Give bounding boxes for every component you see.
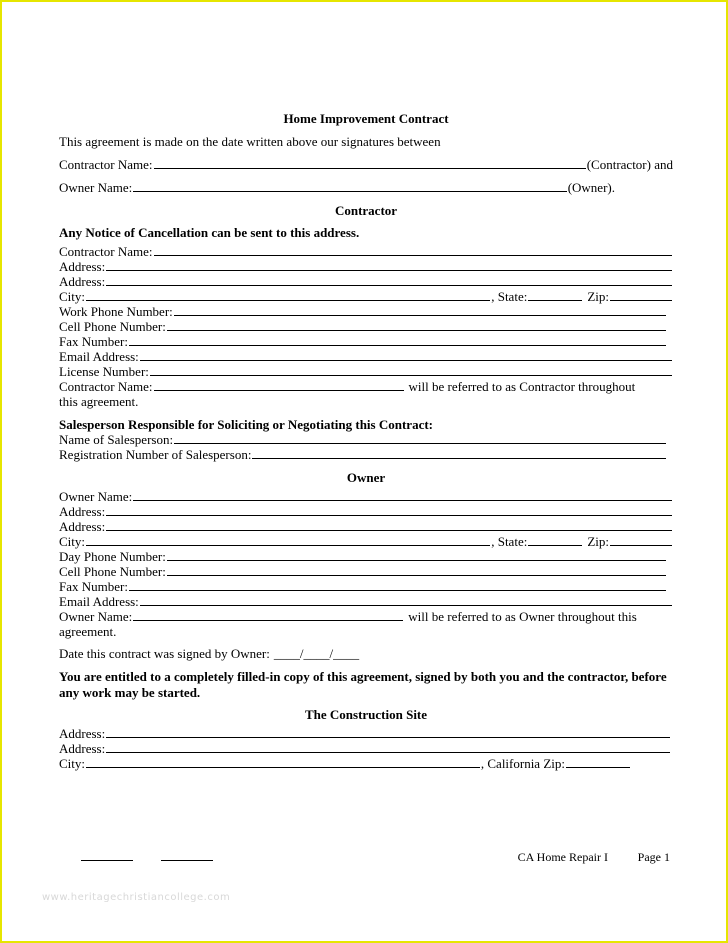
contractor-cell-phone-field[interactable] bbox=[167, 319, 666, 331]
owner-heading: Owner bbox=[346, 470, 386, 485]
owner-reference-cont: agreement. bbox=[59, 624, 117, 639]
label: Address: bbox=[59, 259, 106, 274]
site-address2-field[interactable] bbox=[106, 741, 670, 753]
site-address1-row bbox=[59, 726, 673, 741]
cancellation-notice: Any Notice of Cancellation can be sent to this address. bbox=[59, 225, 360, 240]
label: Contractor Name: bbox=[59, 379, 153, 394]
salesperson-reg-field[interactable] bbox=[252, 447, 666, 459]
label: Address: bbox=[59, 726, 106, 741]
salesperson-name-row bbox=[59, 432, 673, 447]
label: will be referred to as Owner throughout this bbox=[408, 609, 637, 624]
label: Owner Name: bbox=[59, 489, 133, 504]
date-signed-row bbox=[59, 642, 673, 665]
contractor-work-phone-field[interactable] bbox=[174, 304, 666, 316]
label: Owner Name: bbox=[59, 180, 133, 195]
label: Fax Number: bbox=[59, 334, 128, 349]
label: (Contractor) and bbox=[586, 157, 673, 172]
salesperson-name-field[interactable] bbox=[174, 432, 666, 444]
watermark: www.heritagechristiancollege.com bbox=[42, 892, 231, 903]
document-title: Home Improvement Contract bbox=[283, 111, 449, 126]
date-signed-field[interactable]: ____/____/____ bbox=[273, 646, 360, 661]
contract-body bbox=[59, 108, 673, 771]
owner-address2-field[interactable] bbox=[106, 519, 672, 531]
owner-reference-field[interactable] bbox=[133, 609, 403, 621]
label: will be referred to as Contractor throughout bbox=[408, 379, 636, 394]
owner-zip-field[interactable] bbox=[610, 534, 672, 546]
contractor-name-field[interactable] bbox=[154, 244, 673, 256]
intro-text: This agreement is made on the date written above our signatures between bbox=[59, 134, 441, 149]
contractor-zip-field[interactable] bbox=[610, 289, 672, 301]
contractor-fax-field[interactable] bbox=[129, 334, 666, 346]
label: Registration Number of Salesperson: bbox=[59, 447, 252, 462]
contractor-license-row bbox=[59, 364, 673, 379]
owner-address1-row bbox=[59, 504, 673, 519]
site-zip-field[interactable] bbox=[566, 756, 630, 768]
contractor-city-row bbox=[59, 289, 673, 304]
label: City: bbox=[59, 534, 86, 549]
label: , California Zip: bbox=[480, 756, 565, 771]
contractor-email-row bbox=[59, 349, 673, 364]
contractor-address2-row bbox=[59, 274, 673, 289]
label: (Owner). bbox=[567, 180, 615, 195]
label: Name of Salesperson: bbox=[59, 432, 174, 447]
site-city-row bbox=[59, 756, 631, 771]
site-address2-row bbox=[59, 741, 673, 756]
owner-email-field[interactable] bbox=[140, 594, 672, 606]
intro-owner-line bbox=[59, 176, 615, 199]
label: , State: bbox=[491, 289, 528, 304]
owner-name-blank[interactable] bbox=[133, 176, 566, 192]
label: Day Phone Number: bbox=[59, 549, 166, 564]
contractor-cell-phone-row bbox=[59, 319, 673, 334]
label: Contractor Name: bbox=[59, 157, 153, 172]
contractor-license-field[interactable] bbox=[150, 364, 672, 376]
owner-fax-field[interactable] bbox=[129, 579, 666, 591]
label: Email Address: bbox=[59, 349, 139, 364]
label: Address: bbox=[59, 741, 106, 756]
label: Email Address: bbox=[59, 594, 139, 609]
contractor-address2-field[interactable] bbox=[106, 274, 672, 286]
contractor-work-phone-row bbox=[59, 304, 673, 319]
page-footer bbox=[59, 848, 670, 868]
label: , State: bbox=[491, 534, 528, 549]
label: Owner Name: bbox=[59, 609, 133, 624]
label: Zip: bbox=[587, 534, 609, 549]
label: Date this contract was signed by Owner: bbox=[59, 646, 270, 661]
contractor-reference-cont: this agreement. bbox=[59, 394, 139, 409]
label: Address: bbox=[59, 504, 106, 519]
contractor-address1-row bbox=[59, 259, 673, 274]
owner-day-phone-row bbox=[59, 549, 673, 564]
construction-site-heading: The Construction Site bbox=[304, 707, 428, 722]
label: City: bbox=[59, 289, 86, 304]
entitled-notice: You are entitled to a completely filled-in copy of this agreement, signed by both you and the contractor, before any work may be started. bbox=[59, 669, 667, 700]
initials-blank-2[interactable] bbox=[161, 860, 213, 861]
owner-cell-phone-row bbox=[59, 564, 673, 579]
owner-city-row bbox=[59, 534, 673, 549]
page-number: Page 1 bbox=[637, 850, 670, 864]
label: License Number: bbox=[59, 364, 149, 379]
owner-reference-row bbox=[59, 609, 673, 624]
owner-email-row bbox=[59, 594, 673, 609]
owner-day-phone-field[interactable] bbox=[167, 549, 666, 561]
contractor-reference-row bbox=[59, 379, 673, 394]
contractor-city-field[interactable] bbox=[86, 289, 490, 301]
label: Address: bbox=[59, 519, 106, 534]
form-reference: CA Home Repair I bbox=[517, 850, 608, 864]
contractor-name-blank[interactable] bbox=[154, 153, 586, 169]
contractor-state-field[interactable] bbox=[528, 289, 582, 301]
contractor-fax-row bbox=[59, 334, 673, 349]
owner-name-row bbox=[59, 489, 673, 504]
owner-city-field[interactable] bbox=[86, 534, 490, 546]
owner-address1-field[interactable] bbox=[106, 504, 672, 516]
label: Cell Phone Number: bbox=[59, 564, 166, 579]
contractor-heading: Contractor bbox=[334, 203, 398, 218]
label: Work Phone Number: bbox=[59, 304, 173, 319]
label: City: bbox=[59, 756, 86, 771]
intro-contractor-line bbox=[59, 153, 673, 176]
contractor-address1-field[interactable] bbox=[106, 259, 672, 271]
initials-blank-1[interactable] bbox=[81, 860, 133, 861]
contractor-reference-field[interactable] bbox=[154, 379, 404, 391]
site-city-field[interactable] bbox=[86, 756, 480, 768]
contractor-email-field[interactable] bbox=[140, 349, 672, 361]
label: Address: bbox=[59, 274, 106, 289]
label: Zip: bbox=[587, 289, 609, 304]
owner-name-field[interactable] bbox=[133, 489, 672, 501]
site-address1-field[interactable] bbox=[106, 726, 670, 738]
contractor-name-row bbox=[59, 244, 673, 259]
owner-address2-row bbox=[59, 519, 673, 534]
label: Fax Number: bbox=[59, 579, 128, 594]
owner-state-field[interactable] bbox=[528, 534, 582, 546]
owner-fax-row bbox=[59, 579, 673, 594]
owner-cell-phone-field[interactable] bbox=[167, 564, 666, 576]
salesperson-heading: Salesperson Responsible for Soliciting or Negotiating this Contract: bbox=[59, 417, 433, 432]
label: Contractor Name: bbox=[59, 244, 153, 259]
spacer bbox=[59, 409, 673, 417]
label: Cell Phone Number: bbox=[59, 319, 166, 334]
salesperson-reg-row bbox=[59, 447, 673, 462]
